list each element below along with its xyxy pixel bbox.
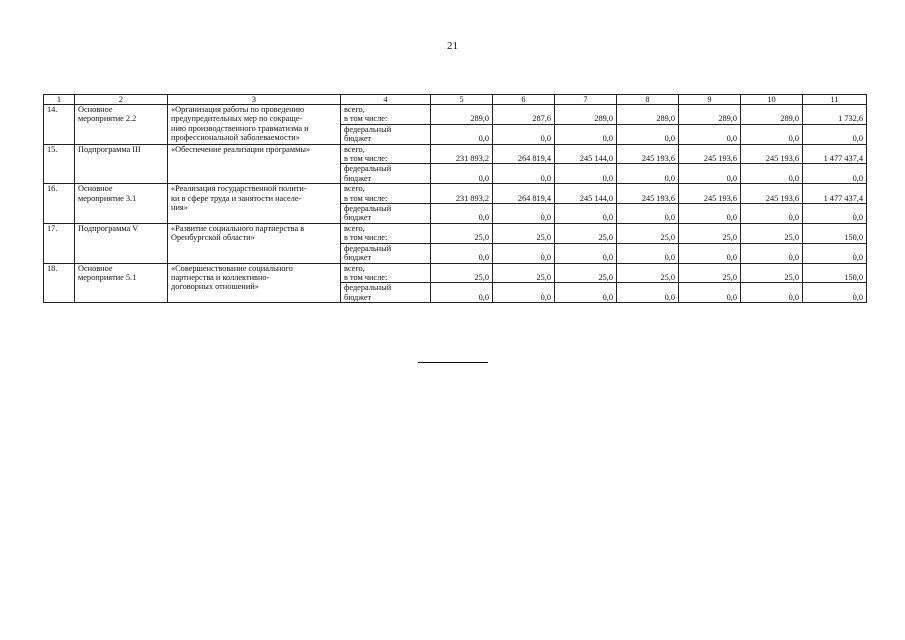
- total-value: 245 193,6: [679, 184, 741, 204]
- total-value: 264 819,4: [493, 144, 555, 164]
- program-description: «Реализация государственной полити- ки в сфере труда и занятости населе- ния»: [168, 184, 341, 224]
- column-header: 9: [679, 95, 741, 105]
- federal-value: 0,0: [493, 204, 555, 224]
- program-name: Основное мероприятие 3.1: [75, 184, 168, 224]
- total-value: 289,0: [617, 105, 679, 125]
- total-value: 1 477 437,4: [803, 184, 867, 204]
- federal-value: 0,0: [803, 283, 867, 303]
- total-value: 231 893,2: [431, 184, 493, 204]
- total-value: 25,0: [679, 263, 741, 283]
- row-number: 15.: [44, 144, 75, 184]
- total-value: 25,0: [617, 263, 679, 283]
- row-number: 14.: [44, 105, 75, 145]
- total-value: 245 193,6: [679, 144, 741, 164]
- federal-value: 0,0: [741, 204, 803, 224]
- total-value: 231 893,2: [431, 144, 493, 164]
- federal-value: 0,0: [803, 243, 867, 263]
- table-row: [44, 223, 867, 243]
- federal-value: 0,0: [803, 204, 867, 224]
- federal-value: 0,0: [493, 243, 555, 263]
- federal-value: 0,0: [741, 124, 803, 144]
- federal-value: 0,0: [617, 124, 679, 144]
- total-value: 25,0: [493, 223, 555, 243]
- table-row: [44, 144, 867, 164]
- federal-value: 0,0: [679, 283, 741, 303]
- federal-value: 0,0: [617, 204, 679, 224]
- federal-value: 0,0: [493, 283, 555, 303]
- total-value: 150,0: [803, 263, 867, 283]
- federal-value: 0,0: [431, 204, 493, 224]
- total-value: 150,0: [803, 223, 867, 243]
- federal-value: 0,0: [617, 243, 679, 263]
- total-value: 25,0: [555, 223, 617, 243]
- program-description: «Развитие социального партнерства в Оренбургской области»: [168, 223, 341, 263]
- federal-value: 0,0: [431, 124, 493, 144]
- table-header-row: [44, 95, 867, 105]
- federal-value: 0,0: [617, 164, 679, 184]
- column-header: 7: [555, 95, 617, 105]
- federal-value: 0,0: [679, 204, 741, 224]
- funding-source-federal: федеральный бюджет: [341, 164, 431, 184]
- column-header: 10: [741, 95, 803, 105]
- federal-value: 0,0: [741, 283, 803, 303]
- table-row: [44, 184, 867, 204]
- total-value: 245 193,6: [741, 144, 803, 164]
- funding-source-federal: федеральный бюджет: [341, 124, 431, 144]
- total-value: 289,0: [741, 105, 803, 125]
- federal-value: 0,0: [555, 243, 617, 263]
- total-value: 289,0: [431, 105, 493, 125]
- federal-value: 0,0: [555, 164, 617, 184]
- total-value: 25,0: [555, 263, 617, 283]
- budget-table: [43, 94, 867, 303]
- column-header: 3: [168, 95, 341, 105]
- funding-source-total: всего, в том числе:: [341, 105, 431, 125]
- total-value: 245 193,6: [741, 184, 803, 204]
- federal-value: 0,0: [431, 164, 493, 184]
- total-value: 245 144,0: [555, 184, 617, 204]
- funding-source-total: всего, в том числе:: [341, 223, 431, 243]
- total-value: 245 144,0: [555, 144, 617, 164]
- federal-value: 0,0: [679, 164, 741, 184]
- total-value: 245 193,6: [617, 184, 679, 204]
- total-value: 25,0: [617, 223, 679, 243]
- row-number: 17.: [44, 223, 75, 263]
- funding-source-total: всего, в том числе:: [341, 184, 431, 204]
- page-number: 21: [447, 40, 458, 52]
- federal-value: 0,0: [493, 124, 555, 144]
- program-name: Подпрограмма V: [75, 223, 168, 263]
- total-value: 25,0: [431, 223, 493, 243]
- total-value: 25,0: [431, 263, 493, 283]
- federal-value: 0,0: [679, 243, 741, 263]
- federal-value: 0,0: [803, 124, 867, 144]
- column-header: 11: [803, 95, 867, 105]
- program-name: Подпрограмма III: [75, 144, 168, 184]
- total-value: 287,6: [493, 105, 555, 125]
- program-description: «Обеспечение реализации программы»: [168, 144, 341, 184]
- total-value: 25,0: [741, 263, 803, 283]
- total-value: 25,0: [679, 223, 741, 243]
- funding-source-federal: федеральный бюджет: [341, 204, 431, 224]
- column-header: 6: [493, 95, 555, 105]
- federal-value: 0,0: [431, 243, 493, 263]
- federal-value: 0,0: [555, 204, 617, 224]
- column-header: 2: [75, 95, 168, 105]
- table-row: [44, 105, 867, 125]
- total-value: 1 477 437,4: [803, 144, 867, 164]
- funding-source-total: всего, в том числе:: [341, 263, 431, 283]
- federal-value: 0,0: [617, 283, 679, 303]
- federal-value: 0,0: [741, 243, 803, 263]
- column-header: 8: [617, 95, 679, 105]
- total-value: 25,0: [741, 223, 803, 243]
- program-description: «Совершенствование социального партнерства и коллективно- договорных отношений»: [168, 263, 341, 303]
- total-value: 264 819,4: [493, 184, 555, 204]
- program-description: «Организация работы по проведению предупредительных мер по сокраще- нию производственного травматизма и профессиональной заболеваемости»: [168, 105, 341, 145]
- federal-value: 0,0: [555, 124, 617, 144]
- program-name: Основное мероприятие 5.1: [75, 263, 168, 303]
- funding-source-total: всего, в том числе:: [341, 144, 431, 164]
- federal-value: 0,0: [741, 164, 803, 184]
- total-value: 1 732,6: [803, 105, 867, 125]
- federal-value: 0,0: [431, 283, 493, 303]
- federal-value: 0,0: [555, 283, 617, 303]
- row-number: 18.: [44, 263, 75, 303]
- funding-source-federal: федеральный бюджет: [341, 283, 431, 303]
- column-header: 4: [341, 95, 431, 105]
- total-value: 25,0: [493, 263, 555, 283]
- table-row: [44, 263, 867, 283]
- federal-value: 0,0: [679, 124, 741, 144]
- end-separator-line: [418, 362, 488, 363]
- funding-source-federal: федеральный бюджет: [341, 243, 431, 263]
- total-value: 289,0: [555, 105, 617, 125]
- row-number: 16.: [44, 184, 75, 224]
- column-header: 1: [44, 95, 75, 105]
- federal-value: 0,0: [493, 164, 555, 184]
- federal-value: 0,0: [803, 164, 867, 184]
- column-header: 5: [431, 95, 493, 105]
- table-body: [44, 95, 867, 303]
- program-name: Основное мероприятие 2.2: [75, 105, 168, 145]
- total-value: 289,0: [679, 105, 741, 125]
- total-value: 245 193,6: [617, 144, 679, 164]
